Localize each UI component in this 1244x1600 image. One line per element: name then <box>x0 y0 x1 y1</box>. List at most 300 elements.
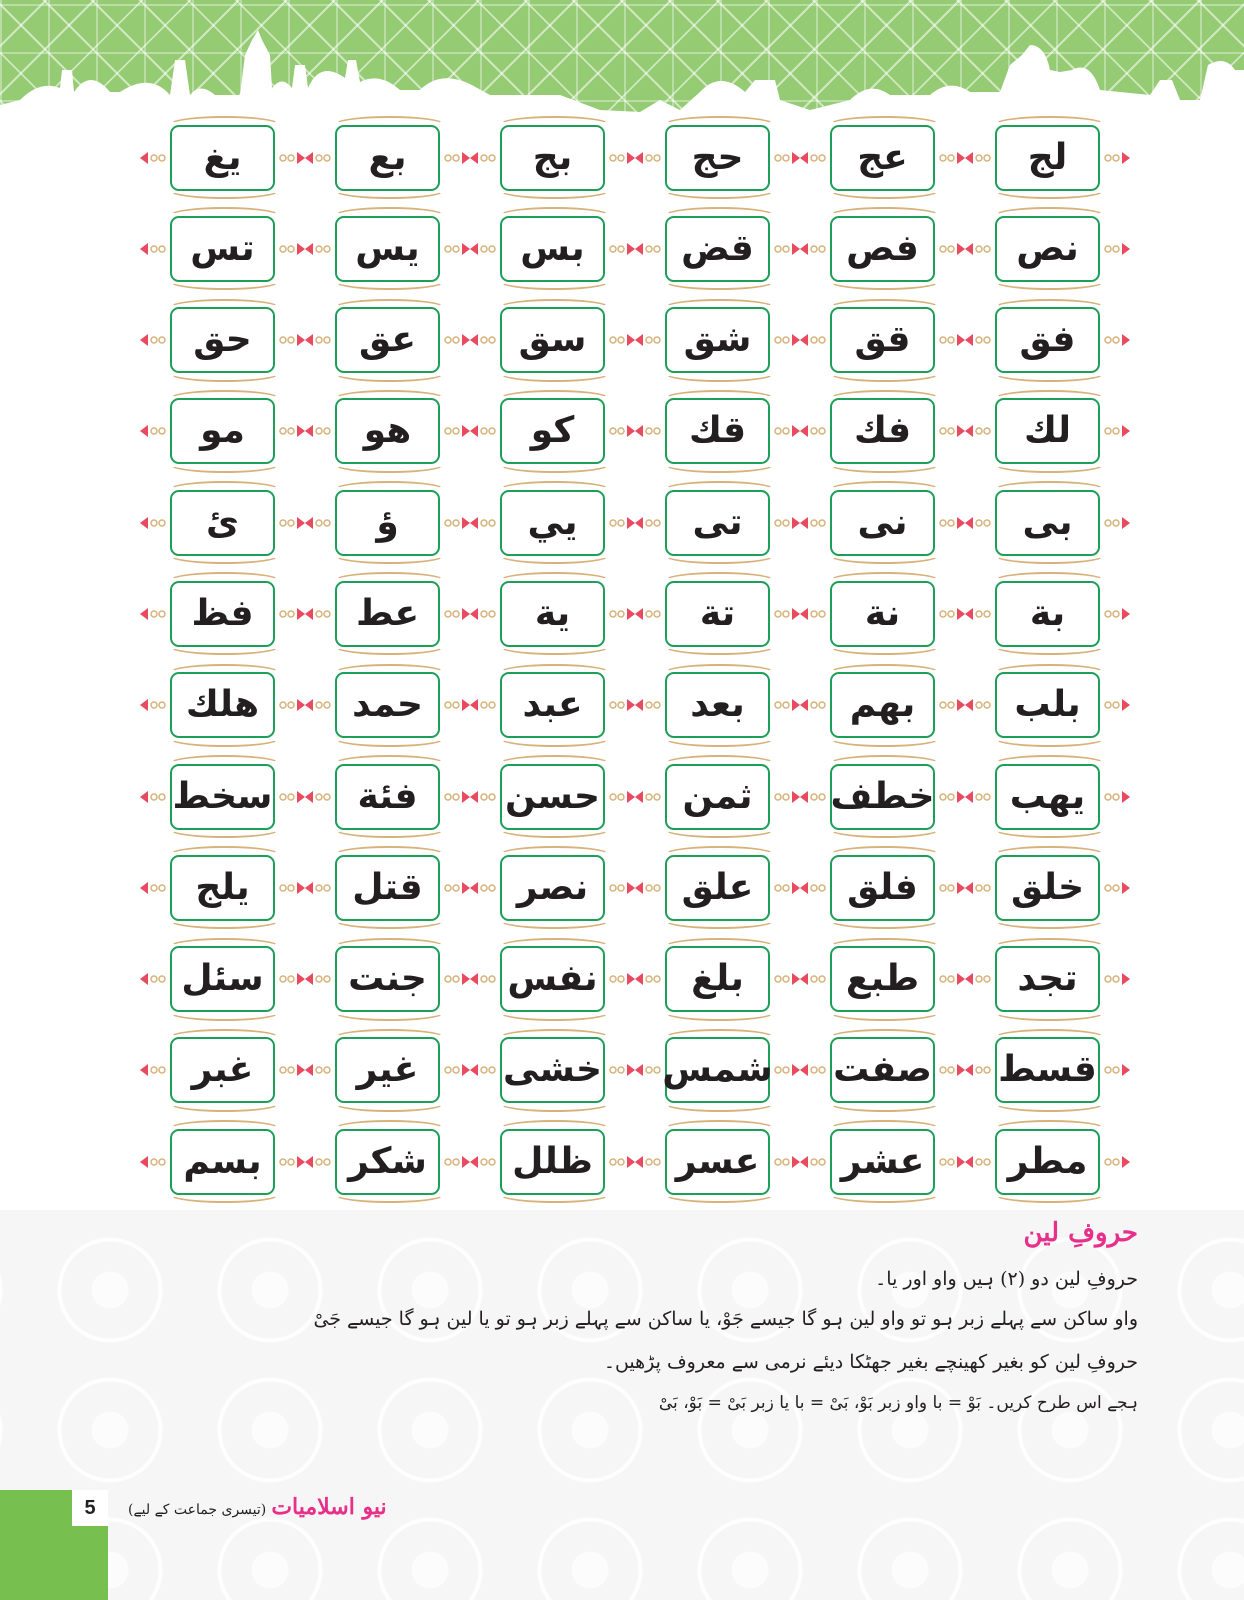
word-text: صفت <box>833 1049 932 1091</box>
ornament-icon <box>937 967 965 991</box>
ornament-icon <box>800 1150 828 1174</box>
word-card-frame <box>830 855 935 921</box>
word-card <box>470 1116 635 1207</box>
word-card-frame <box>995 946 1100 1012</box>
word-text: عج <box>857 136 908 178</box>
word-card-frame <box>500 125 605 191</box>
ornament-icon <box>772 328 800 352</box>
word-card <box>800 842 965 933</box>
word-text: هلك <box>185 684 260 726</box>
word-card-frame <box>335 672 440 738</box>
ornament-icon <box>965 1058 993 1082</box>
ornament-icon <box>1102 602 1130 626</box>
word-grid <box>140 112 1130 1208</box>
word-card-frame <box>665 764 770 830</box>
ornament-icon <box>800 967 828 991</box>
ornament-icon <box>305 693 333 717</box>
word-text: سق <box>518 319 587 361</box>
ornament-icon <box>607 237 635 261</box>
word-text: بلب <box>1014 684 1081 726</box>
word-text: بج <box>532 136 573 178</box>
word-text: يي <box>527 501 578 543</box>
word-card-frame <box>665 216 770 282</box>
word-card-frame <box>665 125 770 191</box>
word-card-frame <box>335 398 440 464</box>
word-text: قسط <box>998 1049 1097 1091</box>
ornament-icon <box>1102 693 1130 717</box>
word-card-frame <box>500 1037 605 1103</box>
word-card-frame <box>662 1037 773 1103</box>
word-card-frame <box>995 672 1100 738</box>
word-card-frame <box>995 1129 1100 1195</box>
ornament-icon <box>635 967 663 991</box>
word-card <box>965 112 1130 203</box>
word-card-frame <box>830 1129 935 1195</box>
word-card <box>140 386 305 477</box>
word-card <box>965 751 1130 842</box>
word-text: غیر <box>356 1049 419 1091</box>
word-text: عق <box>358 319 417 361</box>
ornament-icon <box>800 328 828 352</box>
word-card-frame <box>170 1037 275 1103</box>
word-card <box>635 386 800 477</box>
ornament-icon <box>800 876 828 900</box>
word-text: یغ <box>203 136 242 178</box>
ornament-icon <box>772 511 800 535</box>
word-card-frame <box>170 581 275 647</box>
ornament-icon <box>470 511 498 535</box>
word-card <box>470 934 635 1025</box>
word-card-frame <box>170 946 275 1012</box>
word-text: فك <box>853 410 912 452</box>
ornament-icon <box>800 419 828 443</box>
ornament-icon <box>470 419 498 443</box>
word-card <box>470 568 635 659</box>
word-card <box>800 203 965 294</box>
ornament-icon <box>607 967 635 991</box>
ornament-icon <box>277 1058 305 1082</box>
word-card <box>800 112 965 203</box>
word-card <box>305 842 470 933</box>
word-card-frame <box>500 307 605 373</box>
word-text: كو <box>530 410 575 452</box>
ornament-icon <box>277 419 305 443</box>
word-card-frame <box>830 490 935 556</box>
ornament-icon <box>772 967 800 991</box>
ornament-icon <box>277 237 305 261</box>
word-text: تة <box>699 592 736 634</box>
ornament-icon <box>800 237 828 261</box>
ornament-icon <box>140 785 168 809</box>
ornament-icon <box>140 328 168 352</box>
word-card <box>965 386 1130 477</box>
word-text: نص <box>1016 227 1079 269</box>
ornament-icon <box>937 602 965 626</box>
word-card-frame <box>335 855 440 921</box>
word-card-frame <box>335 1037 440 1103</box>
word-text: یلج <box>195 866 250 908</box>
word-card <box>140 112 305 203</box>
word-text: خلق <box>1010 866 1085 908</box>
word-card-frame <box>995 216 1100 282</box>
word-card-frame <box>995 307 1100 373</box>
word-card-frame <box>665 946 770 1012</box>
word-card-frame <box>995 125 1100 191</box>
ornament-icon <box>607 328 635 352</box>
ornament-icon <box>140 511 168 535</box>
ornament-icon <box>277 602 305 626</box>
word-text: ئ <box>206 501 239 543</box>
ornament-icon <box>442 876 470 900</box>
word-card-frame <box>500 855 605 921</box>
ornament-icon <box>965 146 993 170</box>
word-text: ؤ <box>376 501 399 543</box>
ornament-icon <box>277 146 305 170</box>
word-card <box>800 1116 965 1207</box>
ornament-icon <box>965 693 993 717</box>
word-text: نی <box>857 501 908 543</box>
ornament-icon <box>470 967 498 991</box>
word-card-frame <box>995 398 1100 464</box>
word-card-frame <box>830 1037 935 1103</box>
word-text: فص <box>846 227 919 269</box>
ornament-icon <box>937 1150 965 1174</box>
ornament-icon <box>277 876 305 900</box>
word-text: فلق <box>847 866 918 908</box>
word-card-frame <box>170 1129 275 1195</box>
ornament-icon <box>607 876 635 900</box>
ornament-icon <box>937 876 965 900</box>
ornament-icon <box>937 511 965 535</box>
word-card-frame <box>170 490 275 556</box>
word-card <box>635 842 800 933</box>
ornament-icon <box>305 419 333 443</box>
ornament-icon <box>442 1058 470 1082</box>
ornament-icon <box>635 146 663 170</box>
word-card <box>140 203 305 294</box>
word-card <box>800 295 965 386</box>
ornament-icon <box>937 785 965 809</box>
word-card-frame <box>500 490 605 556</box>
ornament-icon <box>937 328 965 352</box>
word-text: ثمن <box>682 775 753 817</box>
page-number: 5 <box>72 1490 108 1526</box>
word-card <box>470 203 635 294</box>
word-text: تجد <box>1017 958 1078 1000</box>
word-text: عشر <box>840 1140 925 1182</box>
word-card <box>800 934 965 1025</box>
word-card <box>965 568 1130 659</box>
ornament-icon <box>277 511 305 535</box>
word-card-frame <box>500 1129 605 1195</box>
word-card <box>470 842 635 933</box>
ornament-icon <box>140 1150 168 1174</box>
word-card <box>470 112 635 203</box>
ornament-icon <box>937 693 965 717</box>
ornament-icon <box>965 237 993 261</box>
ornament-icon <box>635 1058 663 1082</box>
ornament-icon <box>772 146 800 170</box>
ornament-icon <box>635 602 663 626</box>
ornament-icon <box>305 785 333 809</box>
word-card <box>140 660 305 751</box>
word-text: بی <box>1022 501 1073 543</box>
word-card <box>305 934 470 1025</box>
word-card <box>800 568 965 659</box>
ornament-icon <box>607 602 635 626</box>
word-card <box>635 934 800 1025</box>
ornament-icon <box>635 419 663 443</box>
word-card <box>305 1025 470 1116</box>
word-text: خشی <box>503 1049 602 1091</box>
word-card <box>470 1025 635 1116</box>
word-card-frame <box>170 398 275 464</box>
word-text: ية <box>534 592 571 634</box>
word-text: ظلل <box>512 1140 593 1182</box>
word-text: حسن <box>505 775 600 817</box>
word-card-frame <box>830 581 935 647</box>
ornament-icon <box>305 511 333 535</box>
ornament-icon <box>607 785 635 809</box>
ornament-icon <box>277 1150 305 1174</box>
ornament-icon <box>140 693 168 717</box>
ornament-icon <box>470 785 498 809</box>
ornament-icon <box>800 693 828 717</box>
word-card <box>635 568 800 659</box>
word-card <box>800 1025 965 1116</box>
word-text: قك <box>688 410 747 452</box>
word-card-frame <box>830 672 935 738</box>
paragraph: حروفِ لین کو بغیر کھینچے بغیر جھٹکا دیئے نرمی سے معروف پڑھیں۔ <box>603 1351 1138 1373</box>
word-text: بهم <box>849 684 916 726</box>
ornament-icon <box>965 967 993 991</box>
ornament-icon <box>965 785 993 809</box>
ornament-icon <box>470 693 498 717</box>
word-card <box>965 203 1130 294</box>
word-card-frame <box>830 946 935 1012</box>
ornament-icon <box>800 785 828 809</box>
word-text: فئة <box>357 775 418 817</box>
word-text: تی <box>692 501 743 543</box>
word-card-frame <box>830 764 935 830</box>
ornament-icon <box>1102 237 1130 261</box>
word-text: حمد <box>352 684 423 726</box>
word-text: فق <box>1019 319 1076 361</box>
ornament-icon <box>1102 511 1130 535</box>
ornament-icon <box>442 146 470 170</box>
word-card <box>965 842 1130 933</box>
ornament-icon <box>305 967 333 991</box>
ornament-icon <box>470 876 498 900</box>
ornament-icon <box>140 146 168 170</box>
ornament-icon <box>305 237 333 261</box>
word-card-frame <box>830 125 935 191</box>
word-card <box>635 660 800 751</box>
ornament-icon <box>470 328 498 352</box>
word-card-frame <box>995 764 1100 830</box>
footer-title <box>128 1494 387 1520</box>
ornament-icon <box>772 1058 800 1082</box>
word-text: قتل <box>352 866 423 908</box>
ornament-icon <box>442 785 470 809</box>
word-card <box>305 1116 470 1207</box>
ornament-icon <box>305 146 333 170</box>
ornament-icon <box>442 237 470 261</box>
word-text: سئل <box>181 958 264 1000</box>
word-text: حج <box>691 136 744 178</box>
ornament-icon <box>1102 1058 1130 1082</box>
ornament-icon <box>800 1058 828 1082</box>
word-card <box>305 568 470 659</box>
word-card <box>965 295 1130 386</box>
word-card <box>965 1025 1130 1116</box>
word-text: خطف <box>830 775 935 817</box>
ornament-icon <box>1102 328 1130 352</box>
ornament-icon <box>442 419 470 443</box>
word-card-frame <box>335 125 440 191</box>
word-card-frame <box>500 398 605 464</box>
word-text: شق <box>683 319 752 361</box>
word-card <box>140 295 305 386</box>
ornament-icon <box>305 1058 333 1082</box>
ornament-icon <box>607 146 635 170</box>
ornament-icon <box>277 693 305 717</box>
ornament-icon <box>607 511 635 535</box>
word-card-frame <box>170 764 275 830</box>
ornament-icon <box>1102 785 1130 809</box>
ornament-icon <box>1102 876 1130 900</box>
word-card-frame <box>170 216 275 282</box>
word-card <box>635 295 800 386</box>
ornament-icon <box>470 1058 498 1082</box>
ornament-icon <box>1102 419 1130 443</box>
word-card-frame <box>500 764 605 830</box>
ornament-icon <box>470 602 498 626</box>
word-text: فظ <box>191 592 254 634</box>
word-text: یس <box>355 227 420 269</box>
word-card-frame <box>995 581 1100 647</box>
ornament-icon <box>140 876 168 900</box>
word-card-frame <box>335 1129 440 1195</box>
word-text: لج <box>1027 136 1068 178</box>
word-card-frame <box>665 1129 770 1195</box>
ornament-icon <box>140 237 168 261</box>
ornament-icon <box>140 967 168 991</box>
ornament-icon <box>772 876 800 900</box>
word-text: عبد <box>522 684 583 726</box>
paragraph: ہجے اس طرح کریں۔ بَوْ = با واو زبر بَوْ، بَیْ = با یا زبر بَیْ = بَوْ، بَیْ <box>658 1393 1138 1413</box>
ornament-icon <box>470 146 498 170</box>
word-card-frame <box>665 398 770 464</box>
word-card <box>305 751 470 842</box>
word-card <box>140 477 305 568</box>
word-text: علق <box>681 866 754 908</box>
word-card-frame <box>665 855 770 921</box>
ornament-icon <box>140 602 168 626</box>
ornament-icon <box>607 693 635 717</box>
word-text: هو <box>363 410 412 452</box>
word-text: یهب <box>1009 775 1086 817</box>
ornament-icon <box>442 511 470 535</box>
ornament-icon <box>937 237 965 261</box>
word-card-frame <box>830 307 935 373</box>
word-card <box>470 751 635 842</box>
word-card-frame <box>335 764 440 830</box>
ornament-icon <box>965 1150 993 1174</box>
word-text: بلغ <box>691 958 744 1000</box>
ornament-icon <box>277 785 305 809</box>
ornament-icon <box>305 602 333 626</box>
ornament-icon <box>800 511 828 535</box>
word-card <box>800 386 965 477</box>
word-text: طبع <box>845 958 920 1000</box>
ornament-icon <box>1102 1150 1130 1174</box>
word-card-frame <box>500 946 605 1012</box>
ornament-icon <box>1102 146 1130 170</box>
ornament-icon <box>965 419 993 443</box>
word-card-frame <box>170 307 275 373</box>
word-card <box>965 660 1130 751</box>
word-card <box>800 751 965 842</box>
ornament-icon <box>800 602 828 626</box>
word-text: نصر <box>516 866 589 908</box>
word-text: نفس <box>507 958 598 1000</box>
word-text: لك <box>1023 410 1072 452</box>
ornament-icon <box>277 328 305 352</box>
word-card <box>305 112 470 203</box>
ornament-icon <box>965 602 993 626</box>
ornament-icon <box>635 876 663 900</box>
ornament-icon <box>277 967 305 991</box>
word-card <box>140 1116 305 1207</box>
word-card-frame <box>665 307 770 373</box>
paragraph: واو ساکن سے پہلے زبر ہو تو واو لین ہو گا جیسے جَوْ، یا ساکن سے پہلے زبر ہو تو یا لین ہو گا جیسے جَیْ <box>313 1308 1138 1330</box>
word-card-frame <box>335 490 440 556</box>
word-card <box>470 386 635 477</box>
word-card <box>470 295 635 386</box>
ornament-icon <box>442 693 470 717</box>
word-card <box>635 203 800 294</box>
ornament-icon <box>635 511 663 535</box>
word-text: غبر <box>191 1049 254 1091</box>
word-text: قق <box>854 319 911 361</box>
ornament-icon <box>607 419 635 443</box>
word-card <box>635 477 800 568</box>
word-card-frame <box>995 855 1100 921</box>
word-card <box>800 660 965 751</box>
word-text: شمس <box>662 1049 773 1091</box>
ornament-icon <box>772 419 800 443</box>
word-card <box>635 112 800 203</box>
ornament-icon <box>607 1150 635 1174</box>
word-card-frame <box>830 398 935 464</box>
word-card <box>965 934 1130 1025</box>
word-card-frame <box>170 672 275 738</box>
word-text: حق <box>193 319 252 361</box>
word-card-frame <box>665 490 770 556</box>
word-card <box>305 386 470 477</box>
word-card <box>800 477 965 568</box>
book-subtitle: (تیسری جماعت کے لیے) <box>128 1502 267 1518</box>
word-text: بعد <box>690 684 745 726</box>
ornament-icon <box>442 1150 470 1174</box>
ornament-icon <box>635 693 663 717</box>
ornament-icon <box>772 237 800 261</box>
word-card <box>140 934 305 1025</box>
ornament-icon <box>772 785 800 809</box>
word-card <box>305 295 470 386</box>
ornament-icon <box>965 511 993 535</box>
